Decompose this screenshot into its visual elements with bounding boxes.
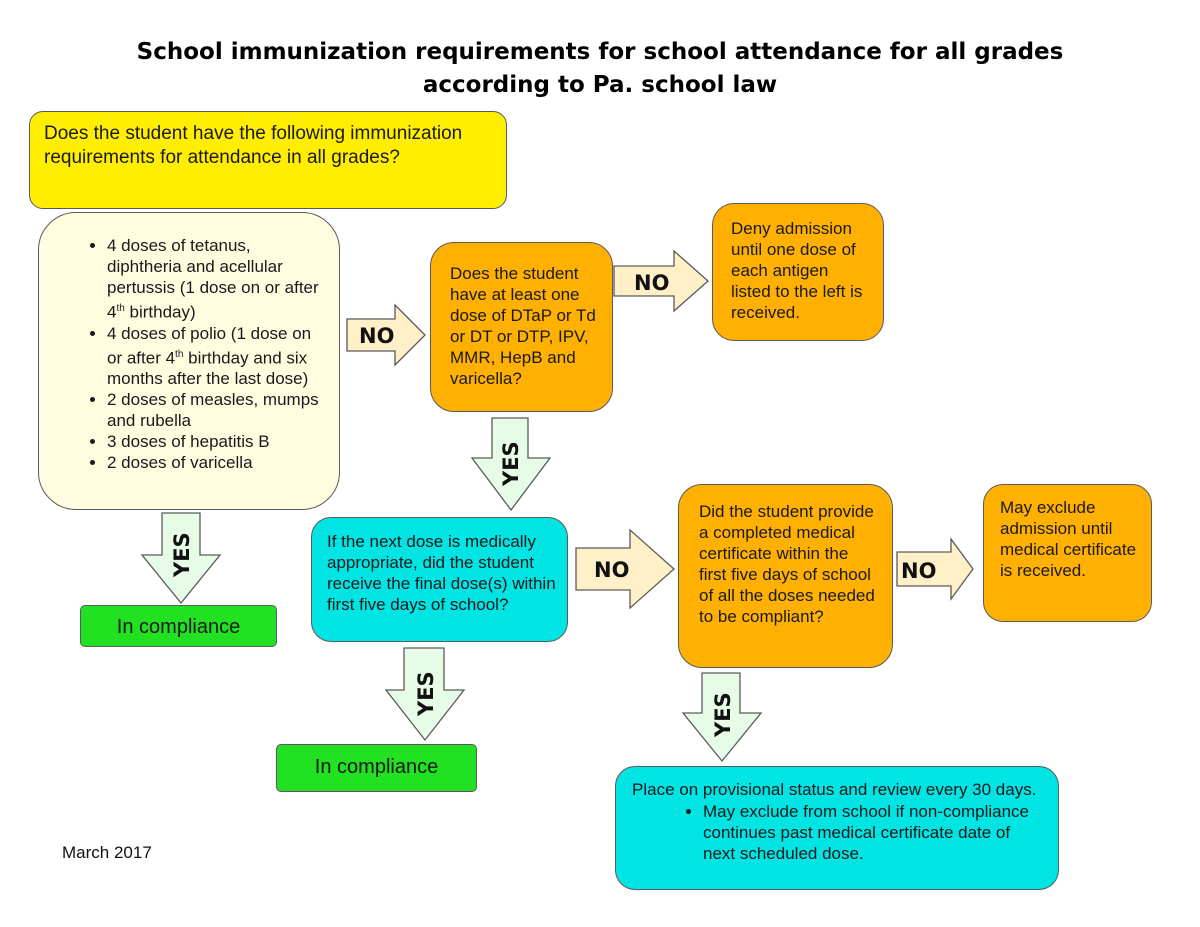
next-dose-question-text: If the next dose is medically appropriate, did the student receive the final dose(s) within first five days of school? [327,532,556,614]
next-dose-question-box [311,517,568,642]
no-arrow-next-dose-to-certificate [574,529,676,609]
may-exclude-text: May exclude admission until medical certificate is received. [1000,498,1137,580]
yes-arrow-next-dose-to-compliance [384,646,466,742]
date-label: March 2017 [62,843,152,862]
deny-admission-box [712,203,884,341]
provisional-bullet: • May exclude from school if non-compliance continues past medical certificate date of next scheduled dose. [703,801,1042,864]
requirement-polio: • 4 doses of polio (1 dose on or after 4th birthday and six months after the last dose) [107,323,319,390]
yes-arrow-certificate-to-provisional [681,671,763,763]
no-arrow-certificate-to-may-exclude [895,538,975,600]
main-question-text: Does the student have the following immunization requirements for attendance in all grades? [44,123,463,168]
requirement-mmr: • 2 doses of measles, mumps and rubella [107,389,319,431]
in-compliance-box-1 [80,605,277,647]
main-question-box [29,111,507,209]
title-line-1: School immunization requirements for school attendance for all grades [136,39,1064,65]
in-compliance-box-2 [276,744,477,792]
requirements-list [91,235,319,473]
no-label-1: NO [359,324,395,348]
requirement-dtap: • 4 doses of tetanus, diphtheria and acellular pertussis (1 dose on or after 4th birthday) [107,235,319,323]
provisional-status-box [615,766,1059,890]
may-exclude-box [983,484,1152,622]
requirement-hepb: • 3 doses of hepatitis B [107,431,319,452]
requirement-varicella: • 2 doses of varicella [107,452,319,473]
diagram-title [0,36,1200,102]
one-dose-question-text: Does the student have at least one dose of DTaP or Td or DT or DTP, IPV, MMR, HepB and varicella? [450,264,596,388]
title-line-2: according to Pa. school law [422,72,778,98]
yes-label-1: YES [499,441,523,486]
certificate-question-text: Did the student provide a completed medical certificate within the first five days of school of all the doses needed to be compliant? [699,502,875,626]
no-label-3: NO [594,558,630,582]
certificate-question-box [678,484,893,668]
requirements-box [38,212,340,510]
no-label-2: NO [634,271,670,295]
yes-label-3: YES [414,671,438,716]
yes-label-4: YES [711,692,735,737]
one-dose-question-box [430,242,613,412]
in-compliance-label-2: In compliance [314,756,439,778]
no-arrow-one-dose-to-deny [612,250,710,312]
provisional-bullets [632,801,1042,864]
provisional-status-text: Place on provisional status and review every 30 days. [632,780,1037,799]
no-arrow-requirements-to-one-dose [345,304,427,366]
yes-arrow-one-dose-to-next-dose [470,416,552,512]
deny-admission-text: Deny admission until one dose of each antigen listed to the left is received. [731,219,863,322]
in-compliance-label-1: In compliance [116,616,241,638]
yes-label-2: YES [170,532,194,577]
yes-arrow-requirements-to-compliance [140,511,222,605]
no-label-4: NO [901,559,937,583]
